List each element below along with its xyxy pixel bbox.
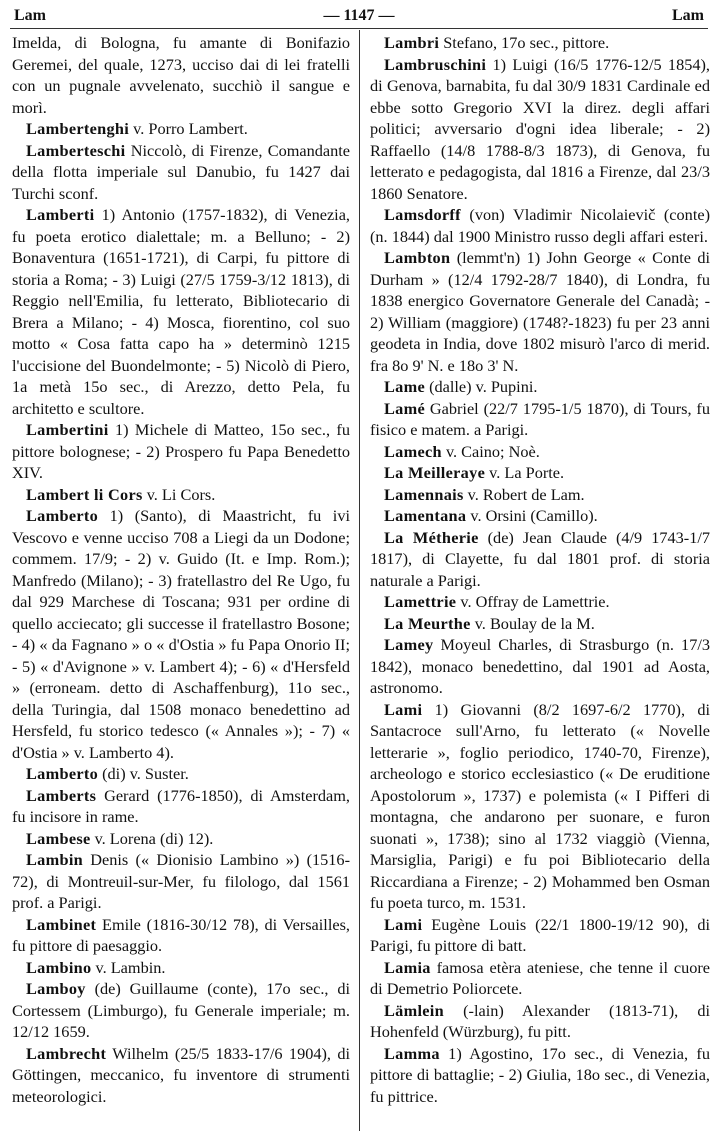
entry-text: Niccolò, di Firenze, Comandante della flotta imperiale sul Danubio, fu 1427 dai Turchi sconf. xyxy=(12,140,350,203)
entry-headword: La Métherie xyxy=(384,527,479,547)
entry-text: v. Porro Lambert. xyxy=(129,119,248,138)
entry-headword: Lambinet xyxy=(26,914,97,934)
entry-headword: Lamberti xyxy=(26,205,95,224)
entry-headword: Lamsdorff xyxy=(384,205,461,224)
entry-headword: Lamentana xyxy=(384,506,467,525)
entry-headword: Lamech xyxy=(384,441,442,461)
entry-text: 1) Antonio (1757-1832), di Venezia, fu poeta erotico dialettale; m. a Belluno; - 2) Bonaventura (1651-1721), di Carpi, fu pittore di storia a Roma; - 3) Luigi (27/5 1759-3/12 1813), di Reggio nell'Emilia, fu letterato, Bibliotecario di Brera a Milano; - 4) Mosca, fiorentino, col suo motto « Cosa fatta capo ha » determinò 1215 l'uccisione del Buondelmonte; - 5) Nicolò di Piero, 1a metà 15o sec., di Arezzo, detto Pela, fu architetto e scultore. xyxy=(12,205,350,418)
entry-text: (lemmt'n) 1) John George « Conte di Durham » (12/4 1792-28/7 1840), di Londra, fu 1838 energico Governatore Generale del Canadà; - 2) William (maggiore) (1748?-1823) fu per 23 anni geodeta in India, dove 1802 misurò l'arco di merid. fra 8o 9' N. e 18o 3' N. xyxy=(370,248,710,375)
dictionary-entry xyxy=(12,118,350,140)
entry-text: (de) Jean Claude (4/9 1743-1/7 1817), di Clayette, fu dal 1801 prof. di storia naturale a Parigi. xyxy=(370,527,710,590)
left-column xyxy=(12,32,350,1107)
dictionary-entry xyxy=(370,527,710,592)
entry-headword: Lamberto xyxy=(26,506,99,525)
entry-headword: Lämlein xyxy=(384,1000,444,1020)
entry-text: famosa etèra ateniese, che tenne il cuore di Demetrio Poliorcete. xyxy=(370,957,710,998)
dictionary-entry xyxy=(12,484,350,506)
page-header xyxy=(14,4,704,28)
entry-text: (dalle) v. Pupini. xyxy=(425,377,538,396)
entry-headword: Lamennais xyxy=(384,484,464,504)
entry-headword: Lamettrie xyxy=(384,592,457,611)
entry-text: (di) v. Suster. xyxy=(98,764,189,783)
dictionary-entry xyxy=(370,1000,710,1043)
entry-headword: Lambertenghi xyxy=(26,119,130,138)
dictionary-entry xyxy=(12,849,350,914)
entry-headword: Lambertini xyxy=(26,420,109,439)
entry-text: Gerard (1776-1850), di Amsterdam, fu incisore in rame. xyxy=(12,785,350,826)
dictionary-entry xyxy=(12,914,350,957)
dictionary-entry xyxy=(370,204,710,247)
entry-text: v. Caino; Noè. xyxy=(441,441,540,461)
entry-text: v. Boulay de la M. xyxy=(470,613,595,633)
entry-headword: Lamey xyxy=(384,635,434,654)
entry-headword: Lambin xyxy=(26,850,83,869)
entry-text: v. La Porte. xyxy=(485,463,565,482)
entry-headword: La Meurthe xyxy=(384,613,471,633)
dictionary-entry xyxy=(370,484,710,506)
dictionary-entry xyxy=(12,505,350,763)
entry-headword: Lamberts xyxy=(26,785,97,805)
dictionary-entry xyxy=(370,957,710,1000)
dictionary-entry xyxy=(12,1043,350,1108)
right-column xyxy=(370,32,710,1107)
column-divider xyxy=(359,30,360,1131)
entry-text: (von) Vladimir Nicolaievič (conte) (n. 1844) dal 1900 Ministro russo degli affari esteri. xyxy=(370,205,710,246)
entry-text: Wilhelm (25/5 1833-17/6 1904), di Göttingen, meccanico, fu inventore di strumenti meteorologici. xyxy=(12,1043,350,1106)
dictionary-entry xyxy=(370,1043,710,1108)
entry-text: Moyeul Charles, di Strasburgo (n. 17/3 1842), monaco benedettino, dal 1901 ad Aosta, astronomo. xyxy=(370,635,710,697)
entry-text: (de) Guillaume (conte), 17o sec., di Cortessem (Limburgo), fu Generale imperiale; m. 12/12 1659. xyxy=(12,979,350,1041)
entry-text: Imelda, di Bologna, fu amante di Bonifazio Geremei, del quale, 1273, ucciso dai di lei fratelli con un pugnale avvelenato, succhiò il sangue e morì. xyxy=(12,33,350,117)
entry-headword: La Meilleraye xyxy=(384,463,486,482)
dictionary-entry xyxy=(370,247,710,376)
entry-headword: Lame xyxy=(384,377,425,396)
dictionary-entry xyxy=(370,591,710,613)
entry-headword: Lambton xyxy=(384,248,451,267)
dictionary-entry xyxy=(370,914,710,957)
entry-text: 1) Giovanni (8/2 1697-6/2 1770), di Santacroce sull'Arno, fu letterato (« Novelle letterarie », foglio periodico, 1740-70, Firenze), archeologo e storico ecclesiastico (« De eruditione Apostolorum », 1737) e polemista (« I Pifferi di montagna, che andarono per suonare, e furon suonati », 1738); sino al 1732 viaggiò (Vienna, Marsiglia, Parigi) e fu poi Bibliotecario della Riccardiana a Firenze; - 2) Mohammed ben Osman fu poeta turco, m. 1531. xyxy=(370,699,710,912)
dictionary-entry xyxy=(12,957,350,979)
entry-text: 1) Agostino, 17o sec., di Venezia, fu pittore di battaglie; - 2) Giulia, 18o sec., di Venezia, fu pittrice. xyxy=(370,1043,710,1106)
entry-text: Gabriel (22/7 1795-1/5 1870), di Tours, fu fisico e matem. a Parigi. xyxy=(370,398,710,439)
dictionary-entry xyxy=(12,978,350,1043)
entry-text: v. Lorena (di) 12). xyxy=(90,828,214,848)
entry-headword: Lambert li Cors xyxy=(26,484,143,504)
dictionary-entry xyxy=(12,140,350,205)
entry-text: Denis (« Dionisio Lambino ») (1516-72), di Montreuil-sur-Mer, fu filologo, dal 1561 prof. a Parigi. xyxy=(12,850,350,912)
page-number: — 1147 — xyxy=(323,7,395,24)
dictionary-entry xyxy=(370,699,710,914)
entry-headword: Lamé xyxy=(384,398,425,418)
dictionary-entry xyxy=(370,613,710,635)
entry-headword: Lambino xyxy=(26,957,92,977)
entry-headword: Lamboy xyxy=(26,979,86,998)
dictionary-entry xyxy=(370,398,710,441)
entry-headword: Lami xyxy=(384,914,423,934)
dictionary-entry xyxy=(12,204,350,419)
entry-headword: Lambruschini xyxy=(384,54,487,74)
header-rule xyxy=(10,28,708,29)
entry-headword: Lambese xyxy=(26,828,91,848)
dictionary-entry xyxy=(370,376,710,398)
entry-text: Eugène Louis (22/1 1800-19/12 90), di Parigi, fu pittore di batt. xyxy=(370,914,710,955)
entry-text: (-lain) Alexander (1813-71), di Hohenfeld (Würzburg), fu pitt. xyxy=(370,1000,710,1041)
entry-headword: Lamia xyxy=(384,957,431,977)
dictionary-entry xyxy=(370,441,710,463)
entry-text: v. Lambin. xyxy=(91,957,166,977)
dictionary-entry xyxy=(12,763,350,785)
entry-text: Stefano, 17o sec., pittore. xyxy=(439,33,610,52)
header-left-word: Lam xyxy=(14,7,46,24)
dictionary-entry xyxy=(370,32,710,54)
entry-text: 1) (Santo), di Maastricht, fu ivi Vescovo e venne ucciso 708 a Liegi da un Dodone; commem. 17/9; - 2) v. Guido (It. e Imp. Rom.); Manfredo (Milano); - 3) fratellastro del Re Ugo, fu dal 929 Marchese di Toscana; 931 per ordine di quello acciecato; gli successe il fratellastro Bosone; - 4) « da Fagnano » o « d'Ostia » fu Papa Onorio II; - 5) « d'Avignone » v. Lambert 4); - 6) « d'Hersfeld » (erroneam. detto di Aschaffenburg), 11o sec., della Turingia, dal 1508 monaco benedettino ad Hersfeld, fu storico tedesco (« Annales »); - 7) « d'Ostia » v. Lamberto 4). xyxy=(12,506,350,762)
entry-text: 1) Michele di Matteo, 15o sec., fu pittore bolognese; - 2) Prospero fu Papa Benedetto XIV. xyxy=(12,420,350,482)
entry-text: 1) Luigi (16/5 1776-12/5 1854), di Genova, barnabita, fu dal 30/9 1831 Cardinale ed ebbe sotto Gregorio XVI la direz. degli affari politici; avversario d'ogni idea liberale; - 2) Raffaello (14/8 1788-8/3 1873), di Genova, fu letterato e pedagogista, dal 1816 a Firenze, dal 23/3 1860 Senatore. xyxy=(370,54,710,203)
entry-headword: Lambrecht xyxy=(26,1043,107,1063)
entry-text: Emile (1816-30/12 78), di Versailles, fu pittore di paesaggio. xyxy=(12,914,350,955)
dictionary-entry xyxy=(12,32,350,118)
dictionary-entry xyxy=(370,634,710,699)
entry-headword: Lami xyxy=(384,699,423,719)
entry-text: v. Orsini (Camillo). xyxy=(466,506,598,525)
dictionary-entry xyxy=(370,462,710,484)
entry-headword: Lamma xyxy=(384,1043,440,1063)
dictionary-entry xyxy=(370,54,710,205)
header-right-word: Lam xyxy=(672,7,704,24)
dictionary-entry xyxy=(12,785,350,828)
dictionary-entry xyxy=(370,505,710,527)
entry-text: v. Li Cors. xyxy=(142,484,216,504)
entry-headword: Lamberto xyxy=(26,764,99,783)
entry-text: v. Robert de Lam. xyxy=(463,484,585,504)
entry-text: v. Offray de Lamettrie. xyxy=(456,592,610,611)
entry-headword: Lamberteschi xyxy=(26,140,126,160)
entry-headword: Lambri xyxy=(384,33,440,52)
dictionary-entry xyxy=(12,419,350,484)
dictionary-entry xyxy=(12,828,350,850)
